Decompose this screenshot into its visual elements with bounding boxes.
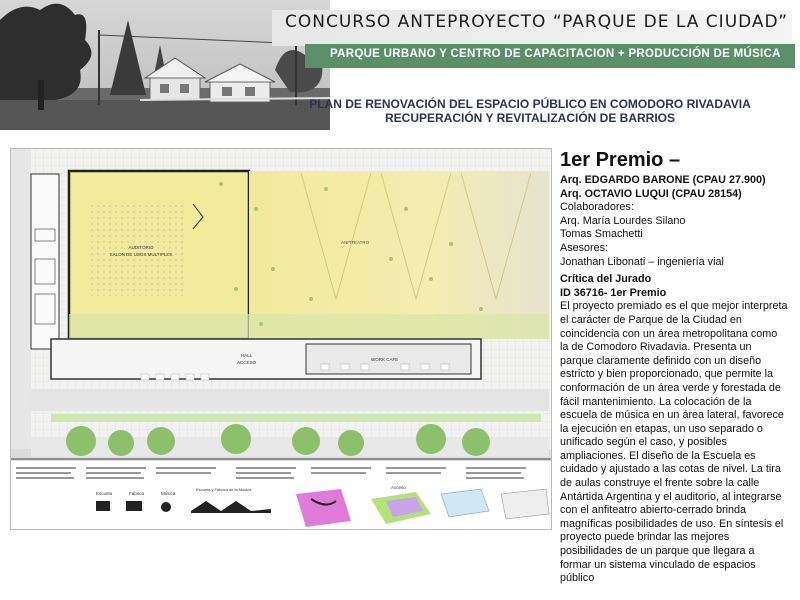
author-2: Arq. OCTAVIO LUQUI (CPAU 28154)	[560, 187, 742, 200]
hall-label: HALL	[241, 353, 253, 358]
diagram-access-label: Acceso	[391, 485, 406, 490]
critique-line: la de Comodoro Rivadavia. Presenta un	[560, 341, 752, 354]
contest-subtitle: PARQUE URBANO Y CENTRO DE CAPACITACION + PRODUCCIÓN DE MÚSICA	[330, 48, 781, 60]
diagram-musica-label: Música	[161, 491, 176, 496]
prize-text-column	[558, 148, 798, 586]
collaborators-label: Colaboradores:	[560, 201, 634, 214]
collaborator-2: Tomas Smachetti	[560, 228, 643, 241]
plan-title-line-1: PLAN DE RENOVACIÓN DEL ESPACIO PÚBLICO EN COMODORO RIVADAVIA	[309, 97, 751, 111]
contest-title: CONCURSO ANTEPROYECTO “PARQUE DE LA CIUDAD”	[285, 12, 788, 32]
critique-line: público	[560, 572, 595, 585]
auditorium-sub-label: SALON DE USOS MULTIPLES	[109, 252, 173, 257]
author-1: Arq. EDGARDO BARONE (CPAU 27.900)	[560, 174, 766, 186]
critique-line: con el anfiteatro abierto-cerrado brinda	[560, 504, 747, 517]
critique-body	[558, 300, 798, 585]
critique-line: fácil mantenimiento. La colocación de la	[560, 395, 752, 408]
critique-line: unificado según el caso, y posibles	[560, 436, 727, 449]
diagram-escuela-fabrica-label: Escuela y Fábrica de la Música	[196, 487, 252, 492]
workcafe-label: WORK CAFE	[371, 357, 399, 362]
critique-line: magníficas posibilidades de uso. En síntesis el	[560, 517, 784, 530]
auditorium-label: AUDITORIO	[128, 245, 154, 250]
collaborator-1: Arq. María Lourdes Silano	[560, 214, 686, 227]
critique-line: escuela de música en un área lateral, favorece	[560, 409, 784, 422]
critique-id-line: ID 36716- 1er Premio	[560, 286, 667, 299]
plan-title-line-2: RECUPERACIÓN Y REVITALIZACIÓN DE BARRIOS	[384, 111, 676, 125]
critique-line: posibilidades de un parque que llegara a	[560, 545, 755, 558]
critique-line: formar un sistema vinculado de espacios	[560, 558, 756, 571]
critique-line: ampliaciones. El diseño de la Escuela es	[560, 449, 756, 462]
critique-line: parque claramente definido con un diseño	[560, 354, 762, 367]
advisor-1: Jonathan Libonati – ingeniería vial	[560, 255, 724, 268]
site-plan	[10, 148, 552, 530]
amphitheater-label: ANFITEATRO	[341, 240, 370, 245]
access-label: ACCESO	[237, 360, 257, 365]
diagram-escuela-label: Escuela	[96, 491, 113, 496]
critique-line: el carácter de Parque de la Ciudad en	[560, 313, 742, 326]
critique-line: coincidencia con un área metropolitana como	[560, 327, 778, 340]
critique-line: de aulas construye el frente sobre la calle	[560, 477, 760, 490]
plan-title	[300, 97, 760, 125]
critique-heading: Crítica del Jurado	[560, 273, 652, 286]
critique-line: conformación de un área verde y forestada de	[560, 381, 781, 394]
prize-title: 1er Premio –	[560, 149, 681, 171]
critique-line: cuidado y ajustado a las cotas de nivel. La tira	[560, 463, 781, 476]
header-banner	[0, 0, 800, 135]
critique-line: Antártida Argentina y el auditorio, al integrarse	[560, 490, 782, 503]
critique-line: El proyecto premiado es el que mejor interpreta	[560, 300, 788, 313]
critique-line: proyecto puede brindar las mejores	[560, 531, 730, 544]
diagram-fabrica-label: Fábrica	[129, 491, 145, 496]
advisors-label: Asesores:	[560, 241, 609, 254]
critique-line: estricto y bien proporcionado, que permite la	[560, 368, 774, 381]
critique-line: la ejecución en etapas, un uso separado o	[560, 422, 763, 435]
